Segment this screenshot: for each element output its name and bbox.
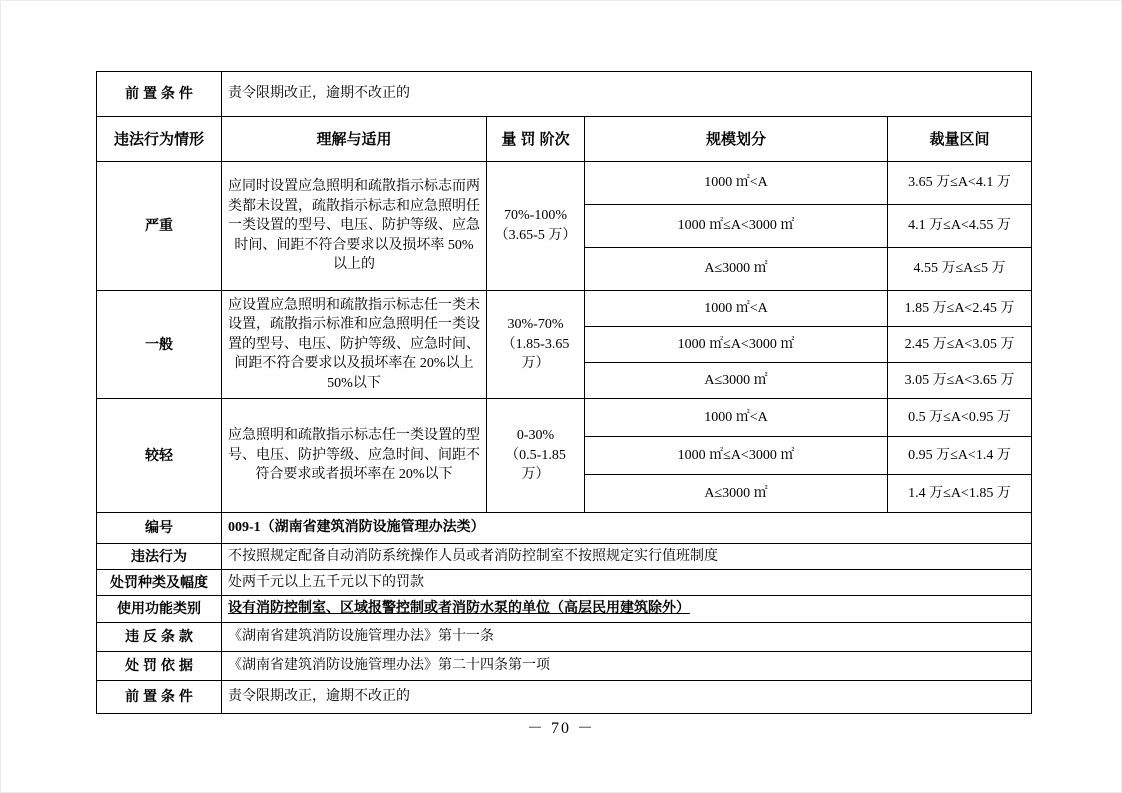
info-row-penalty-type	[97, 570, 1032, 596]
severity-row-severe	[97, 162, 1032, 205]
severity-description: 应设置应急照明和疏散指示标志任一类未设置，疏散指示标准和应急照明任一类设置的型号、电压、防护等级、应急时间、间距不符合要求以及损坏率在 20%以上 50%以下	[222, 291, 487, 399]
severity-label: 一般	[97, 291, 222, 399]
info-label: 编号	[97, 513, 222, 544]
scale-cell: 1000 ㎡≤A<3000 ㎡	[585, 437, 888, 475]
info-label: 违法行为	[97, 544, 222, 570]
severity-row-light	[97, 399, 1032, 437]
pre-condition-label: 前 置 条 件	[97, 72, 222, 117]
tier-amount: （1.85-3.65 万）	[501, 336, 570, 372]
info-label: 违 反 条 款	[97, 623, 222, 652]
info-value: 不按照规定配备自动消防系统操作人员或者消防控制室不按照规定实行值班制度	[222, 544, 1032, 570]
info-row-number	[97, 513, 1032, 544]
tier-amount: （3.65-5 万）	[494, 228, 577, 243]
info-row-pre-condition	[97, 681, 1032, 714]
range-cell: 1.85 万≤A<2.45 万	[888, 291, 1032, 327]
info-row-violation	[97, 544, 1032, 570]
severity-label: 较轻	[97, 399, 222, 513]
penalty-tier-cell	[487, 399, 585, 513]
scale-cell: 1000 ㎡<A	[585, 162, 888, 205]
pre-condition-value: 责令限期改正，逾期不改正的	[222, 72, 1032, 117]
tier-percent: 0-30%	[516, 428, 555, 444]
info-label: 处罚种类及幅度	[97, 570, 222, 596]
info-label: 使用功能类别	[97, 596, 222, 623]
info-value: 处两千元以上五千元以下的罚款	[222, 570, 1032, 596]
range-cell: 0.5 万≤A<0.95 万	[888, 399, 1032, 437]
range-cell: 2.45 万≤A<3.05 万	[888, 327, 1032, 363]
penalty-discretion-table	[96, 71, 1032, 714]
info-row-violated-clause	[97, 623, 1032, 652]
tier-percent: 30%-70%	[507, 317, 564, 333]
scale-cell: 1000 ㎡<A	[585, 399, 888, 437]
range-cell: 1.4 万≤A<1.85 万	[888, 475, 1032, 513]
info-row-usage-category	[97, 596, 1032, 623]
underlined-value: 设有消防控制室、区域报警控制或者消防水泵的单位（高层民用建筑除外）	[228, 601, 690, 617]
penalty-tier-cell	[487, 291, 585, 399]
info-value	[222, 596, 1032, 623]
info-label: 处 罚 依 据	[97, 652, 222, 681]
info-value: 《湖南省建筑消防设施管理办法》第二十四条第一项	[222, 652, 1032, 681]
header-scale-division: 规模划分	[585, 117, 888, 162]
scale-cell: 1000 ㎡≤A<3000 ㎡	[585, 205, 888, 248]
tier-amount: （0.5-1.85 万）	[505, 447, 566, 483]
range-cell: 3.05 万≤A<3.65 万	[888, 363, 1032, 399]
range-cell: 0.95 万≤A<1.4 万	[888, 437, 1032, 475]
severity-row-general	[97, 291, 1032, 327]
scale-cell: A≤3000 ㎡	[585, 475, 888, 513]
range-cell: 3.65 万≤A<4.1 万	[888, 162, 1032, 205]
penalty-tier-cell	[487, 162, 585, 291]
header-penalty-tier: 量 罚 阶次	[487, 117, 585, 162]
range-cell: 4.55 万≤A≤5 万	[888, 248, 1032, 291]
header-discretion-range: 裁量区间	[888, 117, 1032, 162]
range-cell: 4.1 万≤A<4.55 万	[888, 205, 1032, 248]
scale-cell: A≤3000 ㎡	[585, 248, 888, 291]
info-row-penalty-basis	[97, 652, 1032, 681]
info-value: 《湖南省建筑消防设施管理办法》第十一条	[222, 623, 1032, 652]
severity-description: 应急照明和疏散指示标志任一类设置的型号、电压、防护等级、应急时间、间距不符合要求或者损坏率在 20%以下	[222, 399, 487, 513]
severity-description: 应同时设置应急照明和疏散指示标志而两类都未设置，疏散指示标志和应急照明任一类设置的型号、电压、防护等级、应急时间、间距不符合要求以及损坏率 50%以上的	[222, 162, 487, 291]
pre-condition-top-row	[97, 72, 1032, 117]
header-understanding: 理解与适用	[222, 117, 487, 162]
info-label: 前 置 条 件	[97, 681, 222, 714]
tier-percent: 70%-100%	[504, 208, 567, 224]
page-number: － 70 －	[526, 720, 595, 737]
info-value: 009-1（湖南省建筑消防设施管理办法类）	[222, 513, 1032, 544]
info-value: 责令限期改正，逾期不改正的	[222, 681, 1032, 714]
scale-cell: 1000 ㎡≤A<3000 ㎡	[585, 327, 888, 363]
header-violation-situation: 违法行为情形	[97, 117, 222, 162]
scale-cell: A≤3000 ㎡	[585, 363, 888, 399]
severity-label: 严重	[97, 162, 222, 291]
scale-cell: 1000 ㎡<A	[585, 291, 888, 327]
table-header-row	[97, 117, 1032, 162]
